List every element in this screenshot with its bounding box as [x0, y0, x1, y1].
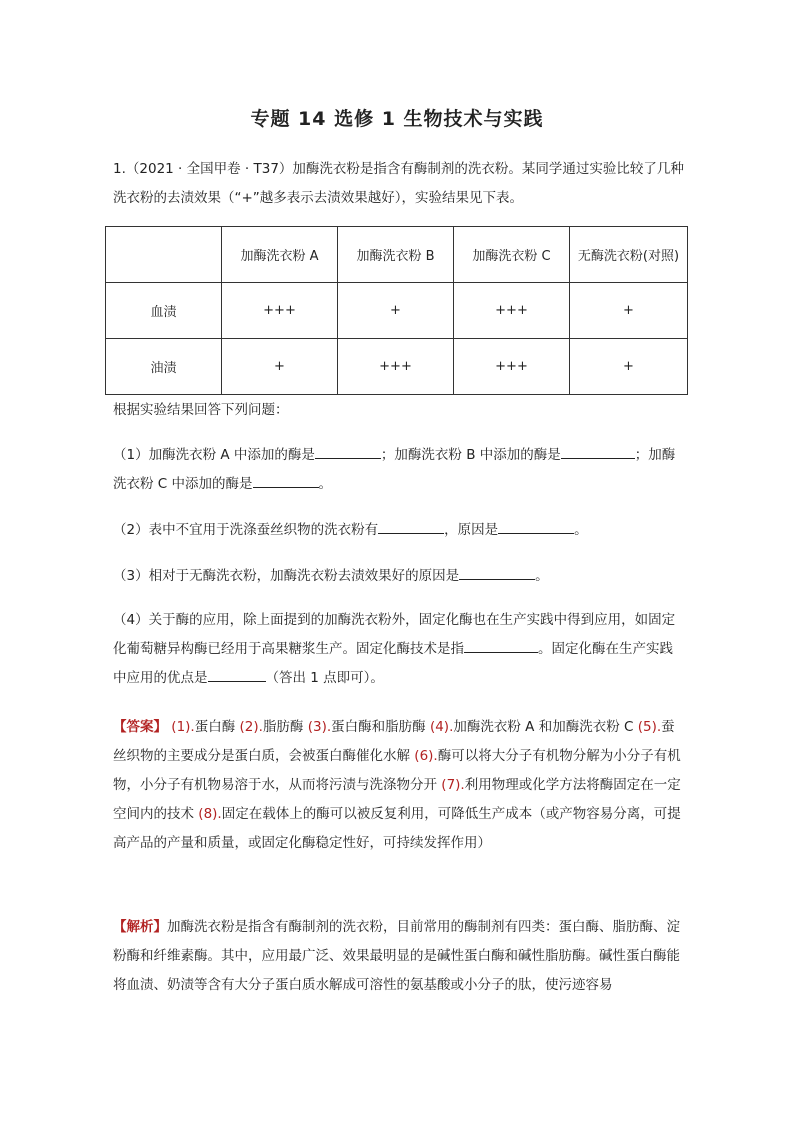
answer-text: 蛋白酶 [194, 719, 236, 735]
sub-question-4 [113, 606, 685, 693]
table-cell: +++ [454, 283, 570, 339]
answer-blank [315, 445, 381, 459]
q1-text: ；加酶洗衣粉 B 中添加的酶是 [380, 447, 561, 463]
answer-number: (6). [414, 748, 438, 764]
answer-text: 蚕丝织物的主要成分是蛋白质，会被蛋白酶催化水解 [113, 719, 675, 764]
q3-text: 。 [535, 568, 549, 584]
table-cell: + [570, 283, 688, 339]
table-cell: +++ [454, 339, 570, 395]
answer-blank [208, 668, 266, 682]
answer-number: (4). [429, 719, 454, 735]
question-text: 加酶洗衣粉是指含有酶制剂的洗衣粉。某同学通过实验比较了几种洗衣粉的去渍效果（“+”越多表示去渍效果越好），实验结果见下表。 [113, 161, 684, 206]
question-stem [113, 155, 685, 213]
answer-number: (1). [171, 719, 195, 735]
answer-prompt: 根据实验结果回答下列问题： [113, 402, 289, 418]
table-cell: +++ [338, 339, 454, 395]
table-header-cell: 加酶洗衣粉 A [222, 227, 338, 283]
answer-blank [459, 566, 535, 580]
table-header-cell: 加酶洗衣粉 C [454, 227, 570, 283]
answer-blank [253, 474, 319, 488]
analysis-section [113, 913, 685, 1000]
table-cell: 油渍 [106, 339, 222, 395]
q2-text: 。 [574, 522, 588, 538]
question-number: 1. [113, 161, 126, 177]
table-row [106, 339, 688, 395]
analysis-label: 【解析】 [113, 919, 167, 935]
answer-number: (3). [307, 719, 332, 735]
page-title: 专题 14 选修 1 生物技术与实践 [250, 108, 544, 130]
analysis-text: 加酶洗衣粉是指含有酶制剂的洗衣粉，目前常用的酶制剂有四类：蛋白酶、脂肪酶、淀粉酶和纤维素酶。其中，应用最广泛、效果最明显的是碱性蛋白酶和碱性脂肪酶。碱性蛋白酶能将血渍、奶渍等含有大分子蛋白质水解成可溶性的氨基酸或小分子的肽，使污迹容易 [113, 919, 680, 993]
answer-text: 利用物理或化学方法将酶固定在一定空间内的技术 [113, 777, 681, 822]
answer-number: (5). [637, 719, 662, 735]
answer-number: (2). [239, 719, 263, 735]
q1-text: （1）加酶洗衣粉 A 中添加的酶是 [113, 447, 315, 463]
answer-section [113, 713, 685, 858]
table-cell: + [222, 339, 338, 395]
q4-text: （4）关于酶的应用，除上面提到的加酶洗衣粉外，固定化酶也在生产实践中得到应用，如固定化葡萄糖异构酶已经用于高果糖浆生产。固定化酶技术是指 [113, 612, 676, 657]
answer-label: 【答案】 [113, 719, 167, 735]
answer-blank [498, 520, 574, 534]
answer-blank [464, 639, 538, 653]
answer-text: 脂肪酶 [262, 719, 304, 735]
q4-text: （答出 1 点即可）。 [265, 670, 384, 686]
answer-text: 固定在载体上的酶可以被反复利用，可降低生产成本（或产物容易分离，可提高产品的产量和质量，或固定化酶稳定性好，可持续发挥作用） [113, 806, 681, 851]
answer-blank [561, 445, 635, 459]
q4-text: 。固定化酶在生产实践中应用的优点是 [113, 641, 673, 686]
results-table [105, 226, 688, 395]
q2-text: ，原因是 [444, 522, 499, 538]
q2-text: （2）表中不宜用于洗涤蚕丝织物的洗衣粉有 [113, 522, 379, 538]
answer-text: 加酶洗衣粉 A 和加酶洗衣粉 C [453, 719, 634, 735]
sub-question-1 [113, 441, 685, 499]
sub-question-2 [113, 516, 685, 545]
q1-text: 。 [318, 476, 333, 492]
table-row [106, 283, 688, 339]
answer-number: (8). [198, 806, 222, 822]
table-cell: + [338, 283, 454, 339]
answer-number: (7). [441, 777, 465, 793]
table-header-cell [106, 227, 222, 283]
answer-text: 酶可以将大分子有机物分解为小分子有机物，小分子有机物易溶于水，从而将污渍与洗涤物分开 [113, 748, 681, 793]
table-header-cell: 无酶洗衣粉(对照) [570, 227, 688, 283]
table-cell: +++ [222, 283, 338, 339]
q3-text: （3）相对于无酶洗衣粉，加酶洗衣粉去渍效果好的原因是 [113, 568, 460, 584]
answer-text: 蛋白酶和脂肪酶 [331, 719, 426, 735]
table-header-cell: 加酶洗衣粉 B [338, 227, 454, 283]
sub-question-3 [113, 562, 685, 591]
answer-blank [378, 520, 444, 534]
q1-text: ；加酶洗衣粉 C 中添加的酶是 [113, 447, 676, 492]
question-source: （2021 · 全国甲卷 · T37） [125, 161, 293, 177]
table-cell: 血渍 [106, 283, 222, 339]
table-cell: + [570, 339, 688, 395]
table-header-row [106, 227, 688, 283]
